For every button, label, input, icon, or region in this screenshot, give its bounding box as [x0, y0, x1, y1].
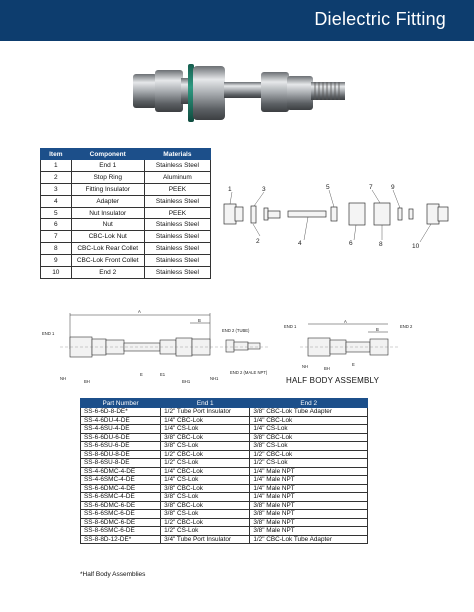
dim-label-end1: END 1	[42, 331, 55, 336]
component-cell: CBC-Lok Nut	[71, 231, 144, 243]
table-row	[81, 493, 368, 502]
end1-cell: 3/8" CBC-Lok	[161, 433, 250, 442]
dim-label-a: A	[138, 309, 141, 314]
end2-cell: 3/8" CBC-Lok	[250, 433, 368, 442]
material-cell: Stainless Steel	[144, 255, 210, 267]
end2-cell: 3/8" Male NPT	[250, 527, 368, 536]
component-cell: End 2	[71, 267, 144, 279]
table-row	[41, 171, 211, 183]
end1-cell: 3/8" CBC-Lok	[161, 501, 250, 510]
table-row	[81, 450, 368, 459]
end1-cell: 3/8" CS-Lok	[161, 442, 250, 451]
end2-cell: 1/4" Male NPT	[250, 467, 368, 476]
callout-2: 2	[256, 238, 260, 245]
table-row	[81, 501, 368, 510]
part-number-cell: SS-6-6DMC-4-DE	[81, 484, 161, 493]
end2-cell: 3/8" CS-Lok	[250, 442, 368, 451]
part-number-cell: SS-6-6DMC-6-DE	[81, 501, 161, 510]
column-header-materials: Materials	[144, 149, 210, 160]
half-label-e: E	[352, 362, 355, 367]
part-number-cell: SS-6-6D-8-DE*	[81, 408, 161, 417]
callout-3: 3	[262, 186, 266, 193]
column-header-component: Component	[71, 149, 144, 160]
dim-label-bh: BH	[84, 379, 90, 384]
callout-5: 5	[326, 184, 330, 191]
table-row	[81, 527, 368, 536]
end2-cell: 1/2" CBC-Lok Tube Adapter	[250, 535, 368, 544]
end1-cell: 3/8" CS-Lok	[161, 493, 250, 502]
material-cell: Stainless Steel	[144, 160, 210, 172]
item-cell: 7	[41, 231, 72, 243]
exploded-view-diagram	[222, 180, 462, 252]
table-row	[81, 518, 368, 527]
item-cell: 4	[41, 195, 72, 207]
component-cell: CBC-Lok Front Collet	[71, 255, 144, 267]
dim-label-nh1: NH1	[210, 376, 219, 381]
half-label-b: B	[376, 327, 379, 332]
footnote: *Half Body Assemblies	[80, 571, 146, 578]
part-number-cell: SS-8-6SU-8-DE	[81, 459, 161, 468]
part-number-cell: SS-4-6DMC-4-DE	[81, 467, 161, 476]
callout-4: 4	[298, 240, 302, 247]
dimension-drawing	[40, 303, 280, 385]
part-number-cell: SS-8-8D-12-DE*	[81, 535, 161, 544]
end2-cell: 1/2" CS-Lok	[250, 459, 368, 468]
half-label-a: A	[344, 319, 347, 324]
dim-label-end2-tube: END 2 (TUBE)	[222, 328, 250, 333]
part-number-cell: SS-6-6SU-6-DE	[81, 442, 161, 451]
component-cell: Fitting Insulator	[71, 183, 144, 195]
part-number-cell: SS-6-6SMC-4-DE	[81, 493, 161, 502]
table-row	[41, 231, 211, 243]
half-label-end2: END 2	[400, 324, 413, 329]
item-cell: 2	[41, 171, 72, 183]
table-row	[81, 442, 368, 451]
component-cell: End 1	[71, 160, 144, 172]
callout-10: 10	[412, 243, 420, 250]
end1-cell: 1/2" CS-Lok	[161, 527, 250, 536]
column-header-end2: End 2	[250, 399, 368, 408]
table-row	[81, 425, 368, 434]
item-cell: 8	[41, 243, 72, 255]
component-cell: Stop Ring	[71, 171, 144, 183]
part-number-cell: SS-4-6SMC-4-DE	[81, 476, 161, 485]
material-cell: Stainless Steel	[144, 195, 210, 207]
table-row	[41, 207, 211, 219]
dim-label-b: B	[198, 318, 201, 323]
material-cell: Stainless Steel	[144, 231, 210, 243]
dim-label-e1: E1	[160, 372, 166, 377]
end2-cell: 3/8" Male NPT	[250, 518, 368, 527]
end2-cell: 3/8" Male NPT	[250, 501, 368, 510]
part-number-cell: SS-4-6DU-4-DE	[81, 416, 161, 425]
half-label-end1: END 1	[284, 324, 297, 329]
column-header-end1: End 1	[161, 399, 250, 408]
end2-cell: 1/4" CS-Lok	[250, 425, 368, 434]
table-row	[41, 255, 211, 267]
end1-cell: 1/2" CBC-Lok	[161, 518, 250, 527]
end2-cell: 1/4" Male NPT	[250, 484, 368, 493]
page-title: Dielectric Fitting	[314, 9, 446, 29]
item-cell: 9	[41, 255, 72, 267]
item-cell: 6	[41, 219, 72, 231]
dim-label-nh: NH	[60, 376, 67, 381]
part-number-cell: SS-8-6SMC-6-DE	[81, 527, 161, 536]
table-row	[81, 535, 368, 544]
material-cell: Stainless Steel	[144, 243, 210, 255]
end1-cell: 3/4" Tube Port Insulator	[161, 535, 250, 544]
callout-1: 1	[228, 186, 232, 193]
end2-cell: 1/4" Male NPT	[250, 493, 368, 502]
end1-cell: 1/4" CBC-Lok	[161, 416, 250, 425]
end1-cell: 3/8" CS-Lok	[161, 510, 250, 519]
table-row	[41, 243, 211, 255]
end2-cell: 3/8" Male NPT	[250, 510, 368, 519]
material-cell: PEEK	[144, 183, 210, 195]
end1-cell: 1/4" CS-Lok	[161, 476, 250, 485]
table-row	[41, 219, 211, 231]
end1-cell: 3/8" CBC-Lok	[161, 484, 250, 493]
table-row	[81, 459, 368, 468]
callout-8: 8	[379, 241, 383, 248]
material-cell: Stainless Steel	[144, 219, 210, 231]
end1-cell: 1/2" CS-Lok	[161, 459, 250, 468]
item-cell: 10	[41, 267, 72, 279]
part-number-cell: SS-6-6DU-6-DE	[81, 433, 161, 442]
part-number-cell: SS-8-6DMC-6-DE	[81, 518, 161, 527]
material-cell: Stainless Steel	[144, 267, 210, 279]
component-cell: Adapter	[71, 195, 144, 207]
end1-cell: 1/4" CBC-Lok	[161, 467, 250, 476]
table-row	[41, 160, 211, 172]
component-cell: Nut Insulator	[71, 207, 144, 219]
item-cell: 5	[41, 207, 72, 219]
end1-cell: 1/4" CS-Lok	[161, 425, 250, 434]
dim-label-e: E	[140, 372, 143, 377]
table-row	[81, 476, 368, 485]
page-header	[0, 0, 474, 41]
end1-cell: 1/2" CBC-Lok	[161, 450, 250, 459]
component-cell: Nut	[71, 219, 144, 231]
callout-9: 9	[391, 184, 395, 191]
fitting-photo	[125, 52, 360, 140]
part-number-cell: SS-4-6SU-4-DE	[81, 425, 161, 434]
material-cell: PEEK	[144, 207, 210, 219]
item-cell: 1	[41, 160, 72, 172]
dim-label-bh1: BH1	[182, 379, 191, 384]
part-number-cell: SS-6-6SMC-6-DE	[81, 510, 161, 519]
table-row	[41, 267, 211, 279]
table-row	[81, 433, 368, 442]
half-label-nh: NH	[302, 364, 309, 369]
table-row	[81, 408, 368, 417]
part-number-table	[80, 398, 368, 544]
callout-7: 7	[369, 184, 373, 191]
table-row	[81, 467, 368, 476]
end2-cell: 1/4" Male NPT	[250, 476, 368, 485]
part-number-cell: SS-8-6DU-8-DE	[81, 450, 161, 459]
column-header-item: Item	[41, 149, 72, 160]
end2-cell: 1/4" CBC-Lok	[250, 416, 368, 425]
end2-cell: 1/2" CBC-Lok	[250, 450, 368, 459]
component-cell: CBC-Lok Rear Collet	[71, 243, 144, 255]
callout-6: 6	[349, 240, 353, 247]
half-body-drawing	[282, 318, 422, 374]
table-row	[81, 510, 368, 519]
column-header-part-number: Part Number	[81, 399, 161, 408]
item-cell: 3	[41, 183, 72, 195]
material-cell: Aluminum	[144, 171, 210, 183]
table-row	[41, 183, 211, 195]
table-row	[81, 484, 368, 493]
half-label-bh: BH	[324, 366, 330, 371]
table-row	[41, 195, 211, 207]
table-row	[81, 416, 368, 425]
dim-label-end2-male: END 2 (MALE NPT)	[230, 370, 268, 375]
end2-cell: 3/8" CBC-Lok Tube Adapter	[250, 408, 368, 417]
half-body-title: HALF BODY ASSEMBLY	[286, 376, 380, 385]
end1-cell: 1/2" Tube Port Insulator	[161, 408, 250, 417]
components-table	[40, 148, 211, 279]
